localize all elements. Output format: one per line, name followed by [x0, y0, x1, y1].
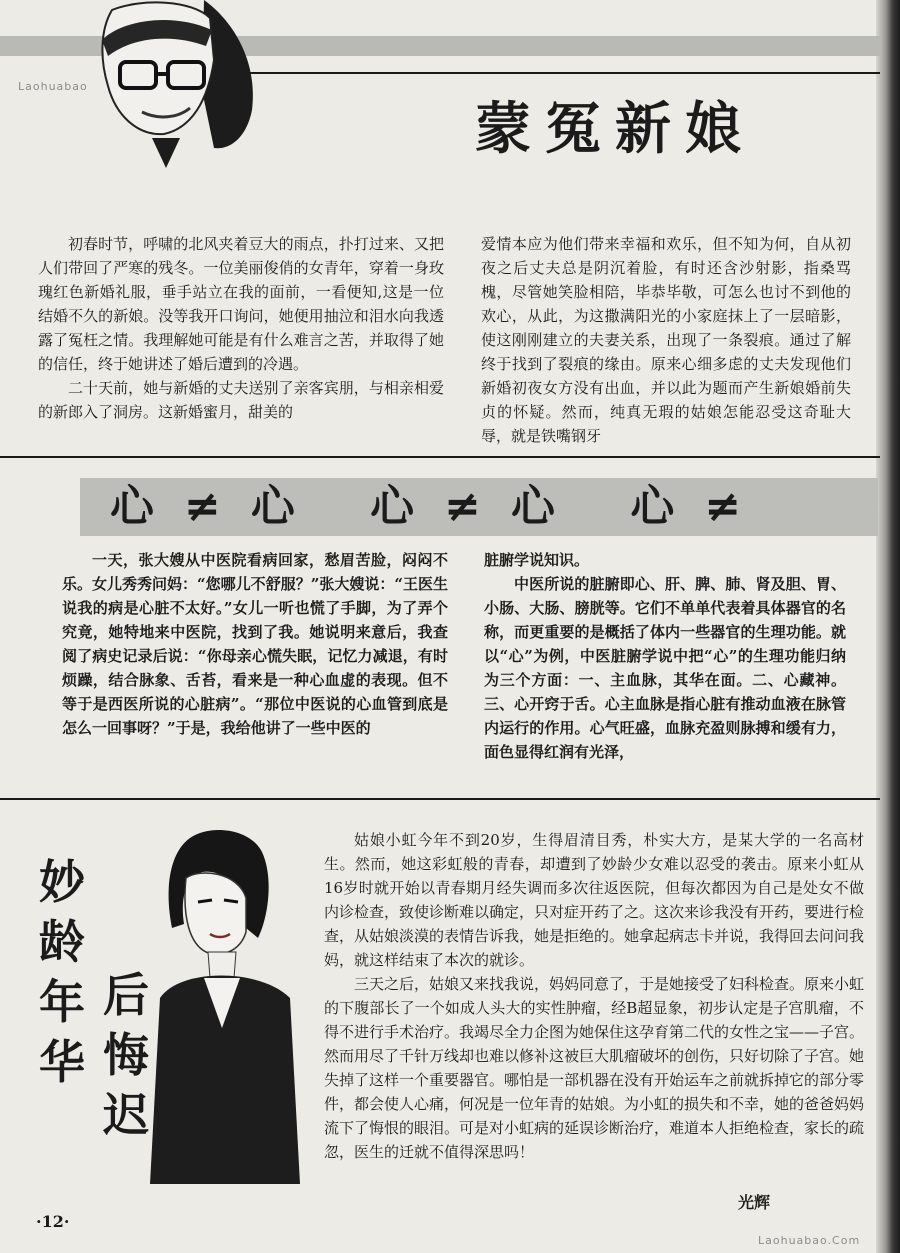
story1-column-left — [38, 232, 444, 424]
story3-column — [324, 828, 864, 1164]
story1-paragraph: 爱情本应为他们带来幸福和欢乐，但不知为何，自从初夜之后丈夫总是阴沉着脸，有时还含沙射影，指桑骂槐，尽管她笑脸相陪，毕恭毕敬，可怎么也讨不到他的欢心，从此，为这撒满阳光的小家庭抹上了一层暗影，使这刚刚建立的夫妻关系，出现了一条裂痕。通过了解终于找到了裂痕的缘由。原来心细多虑的丈夫发现他们新婚初夜女方没有出血，并以此为题而产生新娘婚前失贞的怀疑。然而，纯真无瑕的姑娘怎能忍受这奇耻大辱，就是铁嘴钢牙 — [481, 235, 851, 445]
story3-paragraph: 三天之后，姑娘又来找我说，妈妈同意了，于是她接受了妇科检查。原来小虹的下腹部长了一个如成人头大的实性肿瘤，经B超显象，初步认定是子宫肌瘤，不得不进行手术治疗。我竭尽全力企图为她保住这孕育第二代的女性之宝——子宫。然而用尽了千针万线却也难以修补这被巨大肌瘤破坏的创伤，只好切除了子宫。她失掉了这样一个重要器官。哪怕是一部机器在没有开始运车之前就拆掉它的部分零件，都会使人心痛，何况是一位年青的姑娘。为小虹的损失和不幸，她的爸爸妈妈流下了悔恨的眼泪。可是对小虹病的延误诊断治疗，难道本人拒绝检查，家长的疏忽，医生的迁就不值得深思吗！ — [324, 975, 865, 1161]
watermark-top: Laohuabao — [18, 80, 88, 93]
story3-paragraph: 姑娘小虹今年不到20岁，生得眉清目秀，朴实大方，是某大学的一名高材生。然而，她这彩虹般的青春，却遭到了妙龄少女难以忍受的袭击。原来小虹从16岁时就开始以青春期月经失调而多次往返医院，但每次都因为自己是处女不做内诊检查，致使诊断难以确定，只对症开药了之。这次来诊我没有开药，要进行检查，从姑娘淡漠的表情告诉我，她是拒绝的。她拿起病志卡并说，我得回去问问我妈，就这样结束了本次的就诊。 — [324, 831, 865, 969]
author-portrait-illustration — [82, 0, 258, 168]
story1-column-right — [481, 232, 851, 448]
story1-paragraph: 初春时节，呼啸的北风夹着豆大的雨点，扑打过来、又把人们带回了严寒的残冬。一位美丽俊俏的女青年，穿着一身玫瑰红色新婚礼服，垂手站立在我的面前，一看便知,这是一位结婚不久的新娘。没等我开口询问，她便用抽泣和泪水向我透露了冤枉之情。我理解她可能是有什么难言之苦，并取得了她的信任，终于她讲述了婚后遭到的冷遇。 — [38, 235, 444, 373]
page-edge-shadow — [876, 0, 900, 1253]
story2-paragraph: 脏腑学说知识。 — [484, 551, 590, 569]
young-woman-illustration — [150, 828, 300, 1184]
section-divider — [0, 798, 880, 800]
magazine-brand: 光辉 — [738, 1193, 771, 1212]
story2-title: 心≠心 心≠心 心≠ — [110, 481, 772, 532]
story2-column-left — [62, 548, 448, 740]
story3-title-main: 妙龄年华 — [39, 855, 85, 1089]
story1-title: 蒙冤新娘 — [475, 97, 755, 162]
page-number: ·12· — [36, 1212, 70, 1231]
story3-title-sub: 后悔迟 — [103, 968, 149, 1142]
header-rule — [250, 72, 880, 74]
story2-paragraph: 中医所说的脏腑即心、肝、脾、肺、肾及胆、胃、小肠、大肠、膀胱等。它们不单单代表着具体器官的名称，而更重要的是概括了体内一些器官的生理功能。就以“心”为例，中医脏腑学说中把“心”的生理功能归纳为三个方面：一、主血脉，其华在面。二、心藏神。三、心开窍于舌。心主血脉是指心脏有推动血液在脉管内运行的作用。心气旺盛，血脉充盈则脉搏和缓有力，面色显得红润有光泽， — [484, 575, 846, 761]
story2-paragraph: 一天，张大嫂从中医院看病回家，愁眉苦脸，闷闷不乐。女儿秀秀问妈：“您哪儿不舒服？”张大嫂说：“王医生说我的病是心脏不太好。”女儿一听也慌了手脚，为了弄个究竟，她特地来中医院，找到了我。她说明来意后，我查阅了病史记录后说：“你母亲心慌失眠，记忆力减退，有时烦躁，结合脉象、舌苔，看来是一种心血虚的表现。但不等于是西医所说的心脏病”。“那位中医说的心血管到底是怎么一回事呀？”于是，我给他讲了一些中医的 — [62, 551, 448, 737]
watermark-bottom: Laohuabao.Com — [758, 1234, 861, 1247]
story2-column-right — [484, 548, 846, 764]
story1-paragraph: 二十天前，她与新婚的丈夫送别了亲客宾朋，与相亲相爱的新郎入了洞房。这新婚蜜月，甜美的 — [38, 379, 444, 421]
section-divider — [0, 456, 880, 458]
